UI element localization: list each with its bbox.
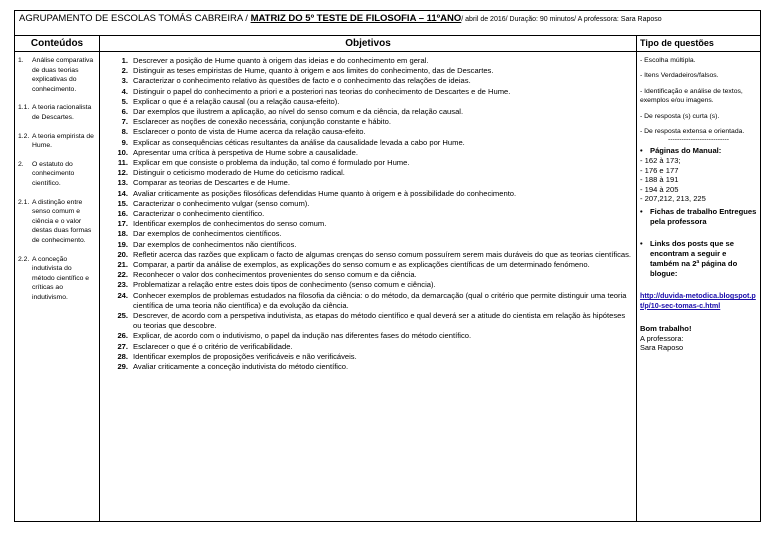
objetivo-text: Avaliar criticamente as posições filosóficas defendidas Hume quanto à origem e à possibilidade do conhecimento. — [133, 188, 517, 198]
conteudo-item — [18, 132, 96, 151]
objetivo-item — [108, 107, 634, 117]
links-bullet — [640, 239, 757, 279]
objetivo-item — [108, 352, 634, 362]
test-matrix-table — [14, 10, 761, 522]
conteudo-item — [18, 56, 96, 94]
question-type-item: - De resposta extensa e orientada. — [640, 128, 745, 136]
objetivo-number: 10. — [117, 147, 128, 157]
objetivo-item — [108, 168, 634, 178]
objetivo-item — [108, 209, 634, 219]
conteudo-text: A conceção indutivista do método científico e críticas ao indutivismo. — [32, 255, 90, 301]
page-range: - 188 à 191 — [640, 175, 679, 185]
objetivo-text: Dar exemplos de conhecimentos científicos. — [133, 229, 282, 239]
objetivo-number: 23. — [117, 280, 128, 290]
objetivo-text: Dar exemplos que ilustrem a aplicação, ao nível do senso comum e da ciência, da relação causal. — [133, 107, 464, 117]
objetivo-number: 26. — [117, 331, 128, 341]
conteudo-item — [18, 198, 96, 246]
objetivo-text: Distinguir o papel do conhecimento a priori e a posteriori nas teorias do conhecimento de Descartes e de Hume. — [133, 86, 511, 96]
matrix-title: MATRIZ DO 5º TESTE DE FILOSOFIA – 11ºANO — [250, 13, 462, 24]
question-type-item: - De resposta (s) curta (s). — [640, 112, 720, 120]
objetivo-text: Apresentar uma crítica à perspetiva de Hume sobre a causalidade. — [133, 147, 358, 157]
question-type-item: - Identificação e análise de textos, exemplos e/ou imagens. — [640, 87, 743, 105]
page-range: - 194 à 205 — [640, 184, 679, 194]
bullet-icon: • — [640, 239, 643, 249]
objetivo-text: Caracterizar o conhecimento relativo às questões de facto e o conhecimento das relações de ideias. — [133, 76, 471, 86]
bullet-icon: • — [640, 207, 643, 217]
objetivo-item — [108, 270, 634, 280]
objetivo-number: 25. — [117, 311, 128, 321]
objetivo-item — [108, 56, 634, 66]
objetivo-text: Descrever, de acordo com a perspetiva indutivista, as etapas do método científico e qual deverá ser a atitude do cientista em relação às hipóteses ou teorias que descobre. — [133, 311, 626, 331]
objetivo-text: Comparar, a partir da análise de exemplos, as explicações do senso comum e as explicações científicas de um determinado fenómeno. — [133, 260, 590, 270]
objetivo-item — [108, 342, 634, 352]
question-type-item: - Itens Verdadeiros/falsos. — [640, 72, 719, 80]
objetivo-text: Explicar as consequências céticas resultantes da análise da causalidade levada a cabo por Hume. — [133, 137, 465, 147]
objetivo-number: 7. — [121, 117, 128, 127]
objetivo-text: Identificar exemplos de proposições verificáveis e não verificáveis. — [133, 351, 357, 361]
objetivo-number: 2. — [121, 66, 128, 76]
fichas-bullet — [640, 207, 757, 227]
page-range: - 162 à 173; — [640, 156, 681, 166]
objetivo-item — [108, 138, 634, 148]
bullet-icon: • — [640, 146, 643, 156]
objetivo-text: Caracterizar o conhecimento científico. — [133, 209, 265, 219]
objetivo-item — [108, 240, 634, 250]
objetivo-item — [108, 87, 634, 97]
objetivo-number: 18. — [117, 229, 128, 239]
objetivo-item — [108, 311, 634, 331]
objetivo-item — [108, 219, 634, 229]
objetivo-number: 9. — [121, 137, 128, 147]
page-range: - 176 e 177 — [640, 165, 679, 175]
objetivo-text: Explicar em que consiste o problema da indução, tal como é formulado por Hume. — [133, 158, 410, 168]
objetivo-item — [108, 66, 634, 76]
objetivo-number: 19. — [117, 239, 128, 249]
objetivo-text: Identificar exemplos de conhecimentos do senso comum. — [133, 219, 327, 229]
paginas-manual-bullet — [640, 146, 757, 156]
conteudo-number: 2.1. — [18, 198, 30, 206]
page-range: - 207,212, 213, 225 — [640, 194, 706, 204]
objetivo-text: Refletir acerca das razões que explicam o facto de algumas crenças do senso comum possuírem serem mais duráveis do que as teorias científicas. — [133, 249, 632, 259]
objetivo-text: Explicar, de acordo com o indutivismo, o papel da indução nas diferentes fases do método científico. — [133, 331, 472, 341]
objetivo-number: 12. — [117, 168, 128, 178]
conteudo-text: A teoria empirista de Hume. — [32, 132, 94, 150]
links-text: Links dos posts que se encontram a seguir e também na 2ª página do blogue: — [650, 239, 738, 279]
objetivo-item — [108, 97, 634, 107]
objetivo-item — [108, 331, 634, 341]
conteudo-number: 1. — [18, 57, 24, 64]
objetivo-text: Avaliar criticamente a conceção indutivista do método científico. — [133, 362, 349, 372]
objetivo-text: Distinguir as teses empiristas de Hume, quanto à origem e aos limites do conhecimento, das de Descartes. — [133, 66, 494, 76]
objetivo-number: 21. — [117, 260, 128, 270]
bom-trabalho-text: Bom trabalho! — [640, 324, 692, 334]
objetivo-text: Comparar as teorias de Descartes e de Hume. — [133, 178, 291, 188]
objetivo-text: Distinguir o ceticismo moderado de Hume do ceticismo radical. — [133, 168, 345, 178]
objetivo-number: 20. — [117, 249, 128, 259]
objetivo-number: 17. — [117, 219, 128, 229]
paginas-manual-title: Páginas do Manual: — [650, 146, 722, 156]
objetivo-number: 29. — [117, 362, 128, 372]
objetivo-text: Dar exemplos de conhecimentos não científicos. — [133, 239, 297, 249]
conteudo-item — [18, 160, 96, 189]
objetivo-number: 22. — [117, 270, 128, 280]
objetivo-item — [108, 291, 634, 311]
blog-link[interactable]: http://duvida-metodica.blogspot.pt/p/10-sec-tomas-c.html — [640, 291, 756, 310]
fichas-text: Fichas de trabalho Entregues pela professora — [650, 207, 757, 227]
objetivo-number: 11. — [117, 158, 128, 168]
objetivo-item — [108, 127, 634, 137]
tipo-questoes-column — [637, 52, 761, 522]
conteudo-text: Análise comparativa de duas teorias explicativas do conhecimento. — [32, 57, 94, 93]
objetivo-number: 24. — [117, 290, 128, 300]
test-details: / abril de 2016/ Duração: 90 minutos/ A professora: Sara Raposo — [461, 16, 662, 23]
objetivo-item — [108, 189, 634, 199]
conteudos-column — [15, 52, 100, 522]
objetivo-number: 28. — [117, 351, 128, 361]
objetivo-number: 13. — [117, 178, 128, 188]
conteudo-number: 2. — [18, 160, 24, 168]
question-type-item: - Escolha múltipla. — [640, 57, 696, 64]
conteudo-text: O estatuto do conhecimento científico. — [32, 160, 75, 187]
objetivo-item — [108, 148, 634, 158]
objetivo-text: Explicar o que é a relação causal (ou a relação causa-efeito). — [133, 96, 340, 106]
separator-line: --------------------------- — [667, 136, 730, 144]
professora-name: Sara Raposo — [640, 343, 684, 353]
objetivo-text: Problematizar a relação entre estes dois tipos de conhecimento (senso comum e ciência). — [133, 280, 436, 290]
objetivo-number: 8. — [121, 127, 128, 137]
document-title — [15, 11, 761, 36]
objetivo-number: 14. — [117, 188, 128, 198]
conteudo-item — [18, 255, 96, 303]
objetivo-text: Conhecer exemplos de problemas estudados na filosofia da ciência: o do método, da demarcação (qual o critério que permite distinguir uma teoria científica de uma teoria não científica) e da evolução da ciência. — [133, 290, 627, 310]
professora-label: A professora: — [640, 333, 684, 343]
objetivo-item — [108, 117, 634, 127]
objetivo-number: 27. — [117, 341, 128, 351]
objetivo-item — [108, 199, 634, 209]
objetivo-number: 16. — [117, 209, 128, 219]
objetivo-number: 6. — [121, 107, 128, 117]
objetivo-item — [108, 76, 634, 86]
objetivo-item — [108, 158, 634, 168]
objetivo-text: Descrever a posição de Hume quanto à origem das ideias e do conhecimento em geral. — [133, 56, 429, 65]
conteudo-number: 1.2. — [18, 132, 30, 140]
objetivo-item — [108, 280, 634, 290]
conteudos-header: Conteúdos — [15, 36, 100, 52]
objetivo-text: Reconhecer o valor dos conhecimentos provenientes do senso comum e da ciência. — [133, 270, 417, 280]
objetivo-item — [108, 250, 634, 260]
conteudo-item — [18, 103, 96, 122]
objetivo-text: Caracterizar o conhecimento vulgar (senso comum). — [133, 198, 310, 208]
objetivo-text: Esclarecer o que é o critério de verificabilidade. — [133, 341, 293, 351]
objetivo-number: 5. — [121, 96, 128, 106]
objetivo-item — [108, 362, 634, 372]
objetivo-item — [108, 260, 634, 270]
conteudo-text: A teoria racionalista de Descartes. — [32, 104, 92, 121]
conteudo-number: 2.2. — [18, 255, 30, 263]
objetivo-number: 3. — [121, 76, 128, 86]
objetivo-number: 1. — [121, 56, 128, 65]
objetivo-text: Esclarecer as noções de conexão necessária, conjunção constante e hábito. — [133, 117, 391, 127]
objetivos-header: Objetivos — [100, 36, 637, 52]
objetivo-item — [108, 178, 634, 188]
objetivos-column — [100, 52, 637, 522]
conteudo-number: 1.1. — [18, 104, 30, 112]
conteudo-text: A distinção entre senso comum e ciência e o valor destas duas formas de conhecimento. — [32, 198, 92, 244]
objetivo-text: Esclarecer o ponto de vista de Hume acerca da relação causa-efeito. — [133, 127, 366, 137]
objetivo-item — [108, 229, 634, 239]
objetivo-number: 4. — [121, 86, 128, 96]
school-name: AGRUPAMENTO DE ESCOLAS TOMÁS CABREIRA / — [19, 13, 251, 24]
objetivo-number: 15. — [117, 198, 128, 208]
tipo-questoes-header: Tipo de questões — [637, 36, 761, 52]
